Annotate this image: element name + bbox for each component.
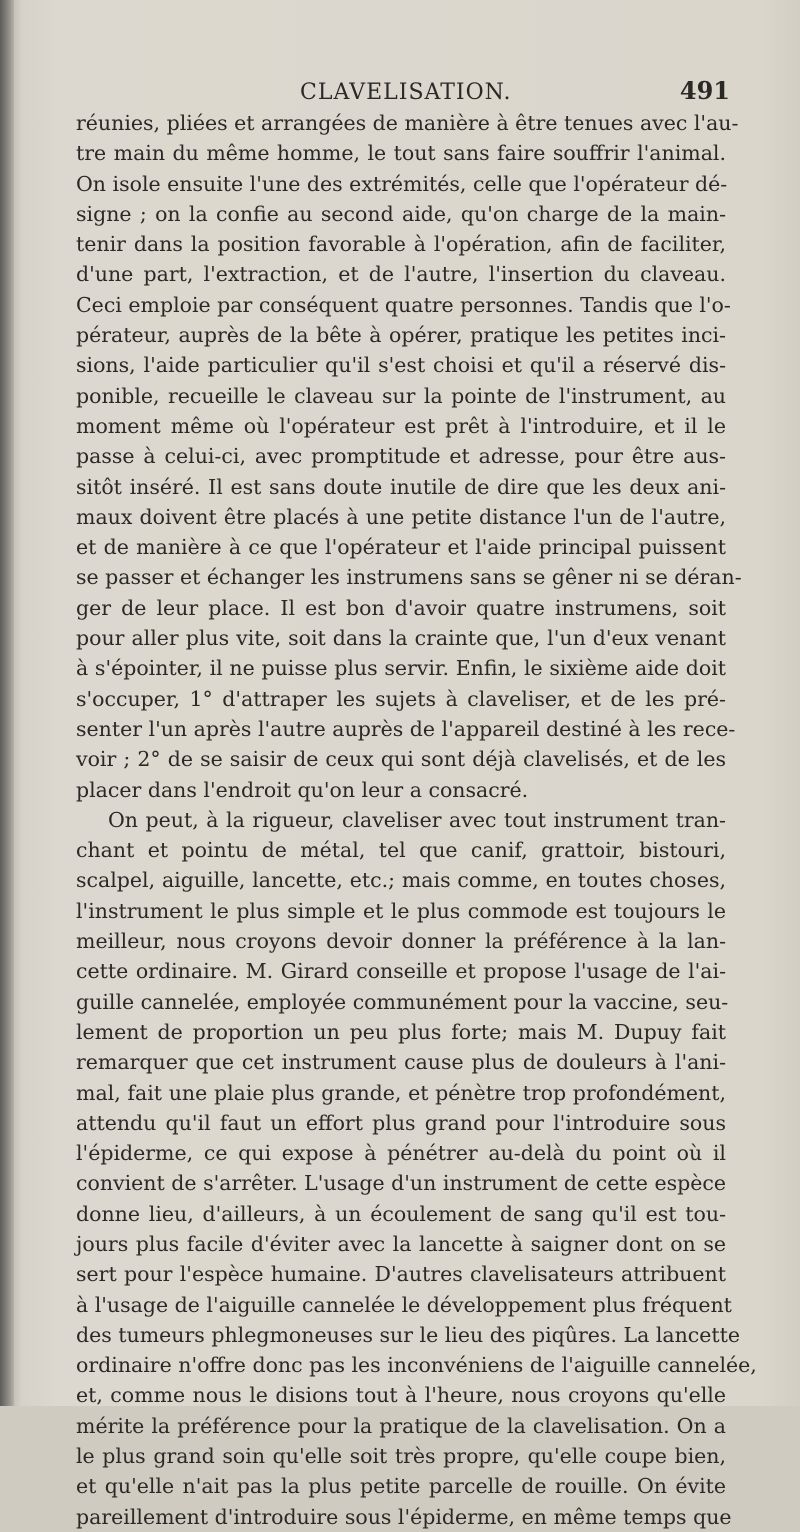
text-line: sions, l'aide particulier qu'il s'est choisi et qu'il a réservé dis- (76, 353, 726, 378)
paragraph-start-line: On peut, à la rigueur, claveliser avec tout instrument tran- (108, 807, 726, 832)
text-line: signe ; on la confie au second aide, qu'on charge de la main- (76, 201, 726, 226)
text-line: ordinaire n'offre donc pas les inconvéniens de l'aiguille cannelée, (76, 1353, 757, 1378)
text-line: se passer et échanger les instrumens sans se gêner ni se déran- (76, 565, 742, 590)
text-line: jours plus facile d'éviter avec la lancette à saigner dont on se (76, 1231, 726, 1256)
text-line: à l'usage de l'aiguille cannelée le développement plus fréquent (76, 1292, 732, 1317)
text-line: attendu qu'il faut un effort plus grand pour l'introduire sous (76, 1110, 726, 1135)
text-line: pérateur, auprès de la bête à opérer, pratique les petites inci- (76, 323, 726, 348)
text-line: le plus grand soin qu'elle soit très propre, qu'elle coupe bien, (76, 1444, 726, 1469)
text-line: On isole ensuite l'une des extrémités, celle que l'opérateur dé- (76, 171, 728, 196)
text-line: mal, fait une plaie plus grande, et pénètre trop profondément, (76, 1080, 726, 1105)
text-line: réunies, pliées et arrangées de manière à être tenues avec l'au- (76, 111, 739, 135)
text-line: convient de s'arrêter. L'usage d'un instrument de cette espèce (76, 1171, 726, 1196)
text-line: l'épiderme, ce qui expose à pénétrer au-delà du point où il (76, 1141, 726, 1166)
text-line: guille cannelée, employée communément pour la vaccine, seu- (76, 989, 729, 1014)
text-line: sitôt inséré. Il est sans doute inutile de dire que les deux ani- (76, 474, 726, 499)
body-text (76, 108, 757, 1532)
text-line: meilleur, nous croyons devoir donner la préférence à la lan- (76, 929, 726, 954)
page-header (300, 76, 730, 112)
text-line: s'occuper, 1° d'attraper les sujets à claveliser, et de les pré- (76, 686, 726, 711)
text-line: pour aller plus vite, soit dans la crainte que, l'un d'eux venant (76, 626, 726, 651)
text-line: et de manière à ce que l'opérateur et l'aide principal puissent (76, 535, 726, 560)
text-line: et qu'elle n'ait pas la plus petite parcelle de rouille. On évite (76, 1474, 726, 1499)
text-line: scalpel, aiguille, lancette, etc.; mais comme, en toutes choses, (76, 868, 726, 893)
text-line: ger de leur place. Il est bon d'avoir quatre instrumens, soit (76, 595, 726, 620)
text-line: senter l'un après l'autre auprès de l'appareil destiné à les rece- (76, 716, 736, 741)
running-title: CLAVELISATION. (300, 80, 512, 105)
text-line: tre main du même homme, le tout sans faire souffrir l'animal. (76, 141, 726, 166)
text-line: voir ; 2° de se saisir de ceux qui sont déjà clavelisés, et de les (76, 747, 726, 772)
book-spine-shadow (0, 0, 14, 1406)
text-line: donne lieu, d'ailleurs, à un écoulement de sang qu'il est tou- (76, 1201, 726, 1226)
text-line: et, comme nous le disions tout à l'heure, nous croyons qu'elle (76, 1383, 726, 1408)
text-line: d'une part, l'extraction, et de l'autre, l'insertion du claveau. (76, 262, 726, 287)
text-line: l'instrument le plus simple et le plus commode est toujours le (76, 898, 726, 923)
text-line: chant et pointu de métal, tel que canif, grattoir, bistouri, (76, 838, 726, 863)
text-line: à s'épointer, il ne puisse plus servir. Enfin, le sixième aide doit (76, 656, 726, 681)
text-line: remarquer que cet instrument cause plus de douleurs à l'ani- (76, 1050, 726, 1075)
text-line: cette ordinaire. M. Girard conseille et propose l'usage de l'ai- (76, 959, 726, 984)
text-line: Ceci emploie par conséquent quatre personnes. Tandis que l'o- (76, 292, 731, 317)
page-number: 491 (679, 76, 730, 105)
text-line: mérite la préférence pour la pratique de la clavelisation. On a (76, 1413, 726, 1438)
paragraph-end-line: placer dans l'endroit qu'on leur a consacré. (76, 777, 529, 802)
text-line: des tumeurs phlegmoneuses sur le lieu des piqûres. La lancette (76, 1322, 741, 1347)
text-line: passe à celui-ci, avec promptitude et adresse, pour être aus- (76, 444, 726, 469)
text-line: lement de proportion un peu plus forte; mais M. Dupuy fait (76, 1019, 726, 1044)
text-line: pareillement d'introduire sous l'épiderme, en même temps que (76, 1504, 732, 1529)
text-line: moment même où l'opérateur est prêt à l'introduire, et il le (76, 413, 726, 438)
text-line: sert pour l'espèce humaine. D'autres clavelisateurs attribuent (76, 1262, 726, 1287)
text-line: ponible, recueille le claveau sur la pointe de l'instrument, au (76, 383, 726, 408)
text-line: tenir dans la position favorable à l'opération, afin de faciliter, (76, 232, 726, 257)
text-line: maux doivent être placés à une petite distance l'un de l'autre, (76, 504, 726, 529)
